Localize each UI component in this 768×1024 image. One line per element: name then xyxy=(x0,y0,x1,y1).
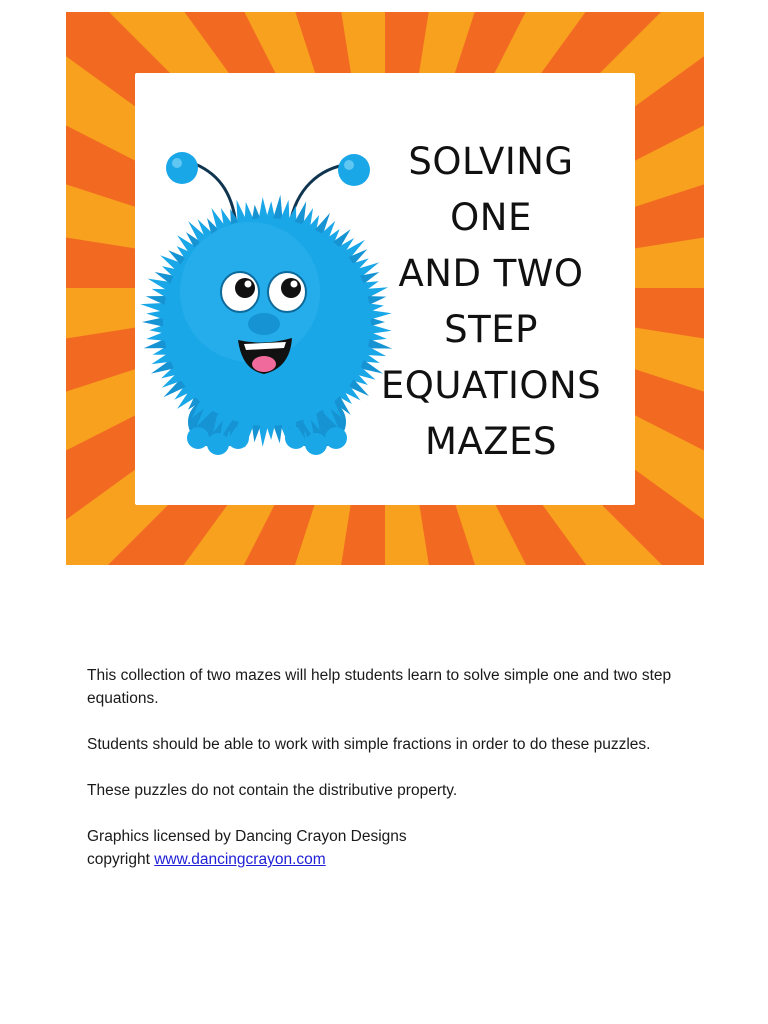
title-line: SOLVING xyxy=(408,140,574,183)
copyright-link[interactable]: www.dancingcrayon.com xyxy=(154,851,326,868)
title-line: ONE xyxy=(450,196,532,239)
credits-line: Graphics licensed by Dancing Crayon Designs xyxy=(87,828,407,845)
paragraph-prerequisites: Students should be able to work with simple fractions in order to do these puzzles. xyxy=(87,736,651,753)
credits xyxy=(87,825,687,871)
antenna-ball-left xyxy=(166,152,198,184)
cover-graphic xyxy=(66,12,704,565)
paragraph-intro: This collection of two mazes will help students learn to solve simple one and two step equations. xyxy=(87,667,672,707)
title-line: STEP xyxy=(444,308,538,351)
paragraph-note: These puzzles do not contain the distributive property. xyxy=(87,782,458,799)
description xyxy=(87,664,687,871)
title-line: EQUATIONS xyxy=(380,364,602,407)
title-line: AND TWO xyxy=(398,252,584,295)
copyright-label: copyright xyxy=(87,851,150,868)
title-line: MAZES xyxy=(425,420,557,463)
cover-title xyxy=(351,134,631,470)
